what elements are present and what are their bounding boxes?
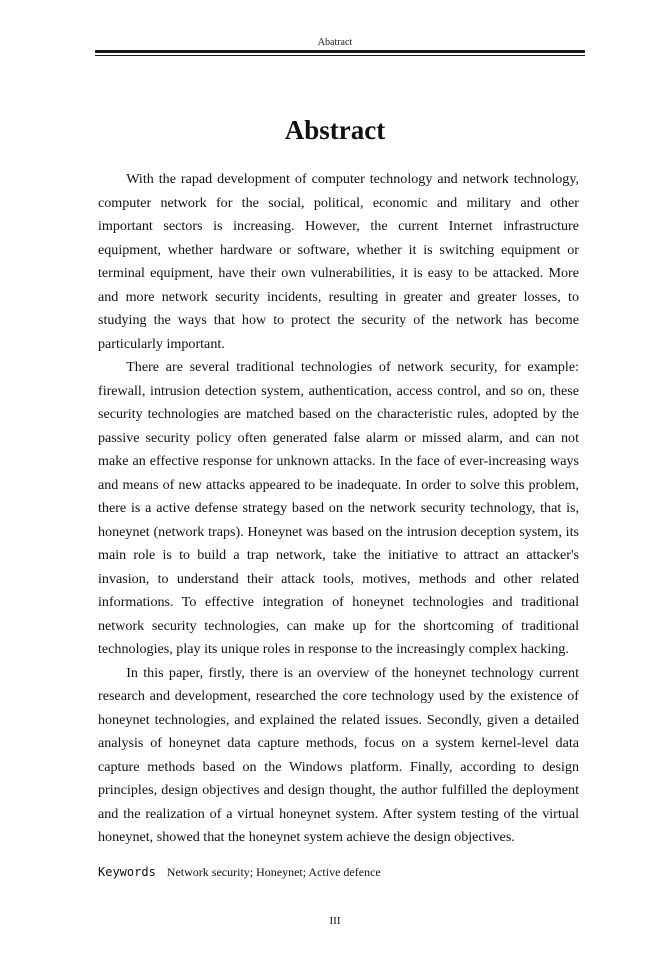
header-rule [95,50,585,56]
keywords-label: Keywords [98,865,156,879]
page-number: III [329,915,341,927]
abstract-paragraph-1: With the rapad development of computer technology and network technology, computer network for the social, political, economic and military and other important sectors is increasing. However, the current Internet infrastructure equipment, whether hardware or software, whether it is switching equipment or terminal equipment, have their own vulnerabilities, it is easy to be attacked. More and more network security incidents, resulting in greater and greater losses, to studying the ways that how to protect the security of the network has become particularly important. [98,171,579,352]
header-rule-thin [95,55,585,56]
abstract-body [98,168,579,850]
keywords-text: Network security; Honeynet; Active defence [166,865,381,879]
abstract-paragraph-3: In this paper, firstly, there is an overview of the honeynet technology current research and development, researched the core technology used by the existence of honeynet technologies, and explained the related issues. Secondly, given a detailed analysis of honeynet data capture methods, focus on a system kernel-level data capture methods based on the Windows platform. Finally, according to design principles, design objectives and design thought, the author fulfilled the deployment and the realization of a virtual honeynet system. After system testing of the virtual honeynet, showed that the honeynet system achieve the design objectives. [98,664,579,845]
keywords-line [98,864,579,880]
page-title: Abstract [284,115,386,145]
abstract-paragraph-2: There are several traditional technologies of network security, for example: firewall, intrusion detection system, authentication, access control, and so on, these security technologies are matched based on the characteristic rules, adopted by the passive security policy often generated false alarm or missed alarm, and can not make an effective response for unknown attacks. In the face of ever-increasing ways and means of new attacks appeared to be inadequate. In order to solve this problem, there is a active defense strategy based on the network security technology, that is, honeynet (network traps). Honeynet was based on the intrusion deception system, its main role is to build a trap network, take the initiative to attract an attacker's invasion, to understand their attack tools, motives, methods and other related informations. To effective integration of honeynet technologies and traditional network security technologies, can make up for the shortcoming of traditional technologies, play its unique roles in response to the increasingly complex hacking. [98,359,579,657]
running-header: Abatract [317,37,353,48]
header-rule-thick [95,50,585,53]
